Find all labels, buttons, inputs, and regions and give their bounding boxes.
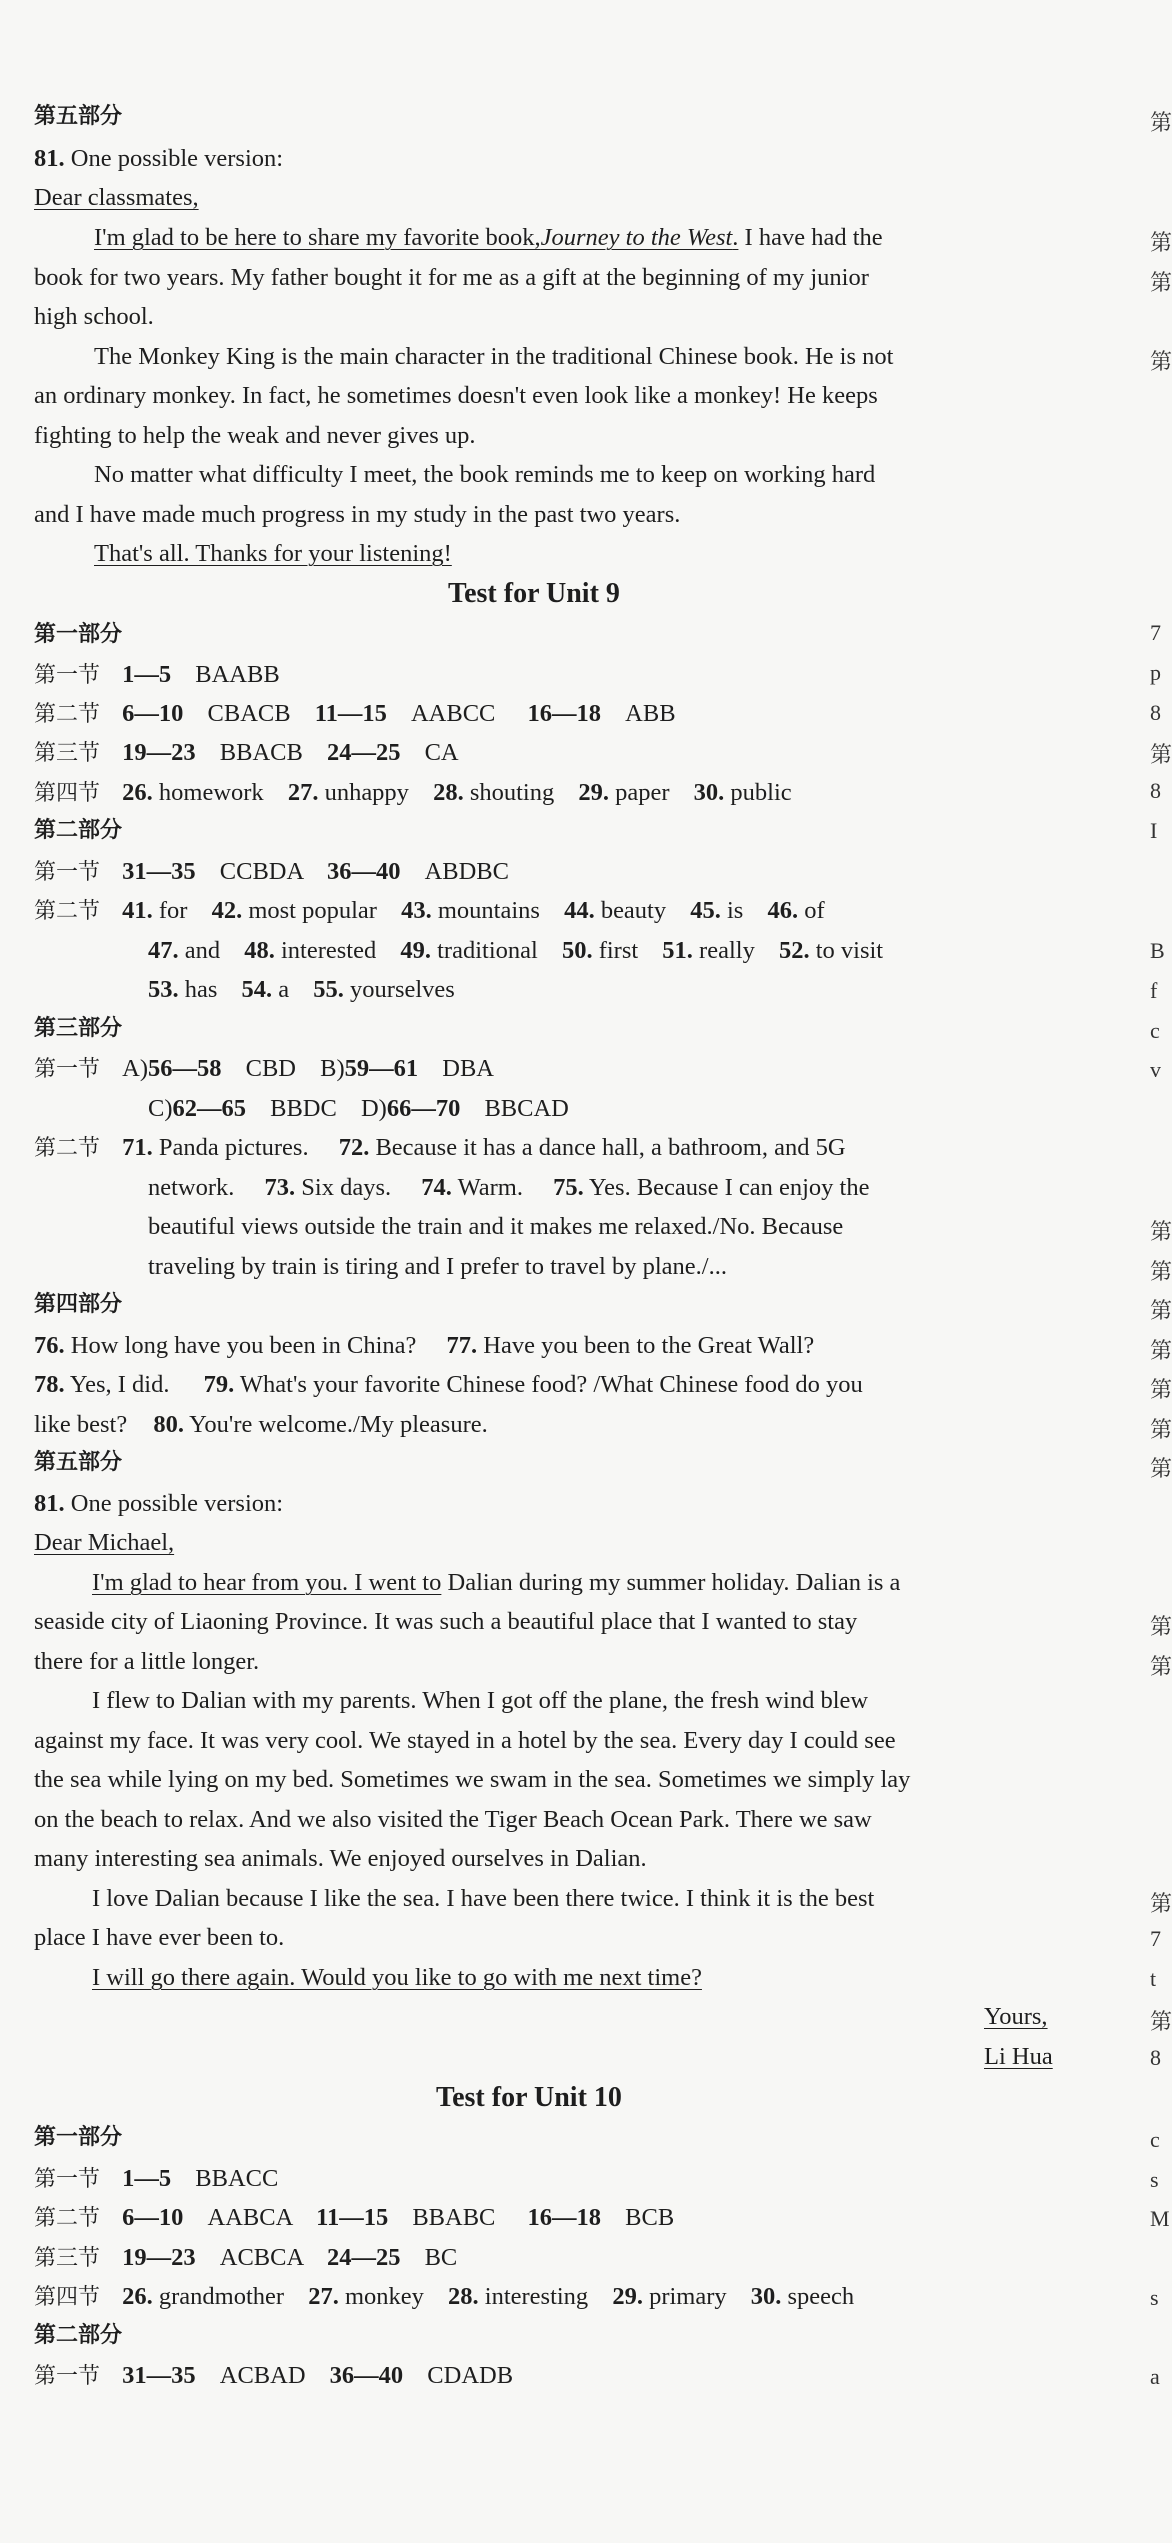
answer-row: 第四节 26. homework 27. unhappy 28. shouting 29. paper 30. public — [34, 779, 792, 806]
answer-row: 78. Yes, I did. 79. What's your favorite Chinese food? /What Chinese food do you — [34, 1371, 863, 1398]
essay-line: place I have ever been to. — [34, 1924, 285, 1951]
answer-row: network. 73. Six days. 74. Warm. 75. Yes. Because I can enjoy the — [148, 1174, 870, 1201]
answer-row: traveling by train is tiring and I prefer to travel by plane./... — [148, 1253, 727, 1280]
essay-line: The Monkey King is the main character in the traditional Chinese book. He is not — [94, 343, 894, 370]
edge-fragment: 第 — [1150, 1655, 1172, 1680]
essay-line: high school. — [34, 303, 154, 330]
edge-fragment: t — [1150, 1966, 1157, 1991]
edge-fragment: 第 — [1150, 1378, 1172, 1403]
edge-fragment: 第 — [1150, 1418, 1172, 1443]
answer-row: 第二节 6—10 CBACB 11—15 AABCC 16—18 ABB — [34, 700, 676, 727]
essay-line: there for a little longer. — [34, 1648, 260, 1675]
edge-fragment: 第 — [1150, 350, 1172, 375]
answer-row: 第一节 1—5 BAABB — [34, 661, 280, 688]
essay-line: book for two years. My father bought it for me as a gift at the beginning of my junior — [34, 264, 869, 291]
essay-line: an ordinary monkey. In fact, he sometimes doesn't even look like a monkey! He keeps — [34, 382, 878, 409]
essay-greeting: Dear Michael, — [34, 1529, 175, 1556]
part-heading: 第二部分 — [34, 2323, 123, 2348]
answer-row: 第二节 6—10 AABCA 11—15 BBABC 16—18 BCB — [34, 2204, 675, 2231]
edge-fragment: 第 — [1150, 231, 1172, 256]
edge-fragment: s — [1150, 2285, 1159, 2310]
essay-line: No matter what difficulty I meet, the book reminds me to keep on working hard — [94, 461, 876, 488]
answer-row: 第一节 A)56—58 CBD B)59—61 DBA — [34, 1055, 494, 1082]
answer-row: C)62—65 BBDC D)66—70 BBCAD — [148, 1095, 569, 1122]
edge-fragment: f — [1150, 978, 1158, 1003]
edge-fragment: a — [1150, 2364, 1160, 2389]
edge-fragment: 第 — [1150, 2010, 1172, 2035]
answer-row: 第一节 31—35 CCBDA 36—40 ABDBC — [34, 858, 509, 885]
answer-row: 47. and 48. interested 49. traditional 50. first 51. really 52. to visit — [148, 937, 884, 964]
essay-line: I'm glad to be here to share my favorite book,Journey to the West. I have had the — [94, 224, 883, 251]
letter-signature: Li Hua — [984, 2043, 1053, 2070]
essay-greeting: Dear classmates, — [34, 184, 199, 211]
answer-row: 第四节 26. grandmother 27. monkey 28. interesting 29. primary 30. speech — [34, 2283, 855, 2310]
answer-row: 76. How long have you been in China? 77. Have you been to the Great Wall? — [34, 1332, 815, 1359]
essay-line: seaside city of Liaoning Province. It was such a beautiful place that I wanted to stay — [34, 1608, 858, 1635]
edge-fragment: M — [1150, 2206, 1170, 2231]
edge-fragment: 7 — [1150, 620, 1161, 645]
answer-row: 第一节 1—5 BBACC — [34, 2165, 279, 2192]
edge-fragment: 8 — [1150, 778, 1161, 803]
answer-row: 53. has 54. a 55. yourselves — [148, 976, 455, 1003]
edge-fragment: 8 — [1150, 700, 1161, 725]
edge-fragment: c — [1150, 1018, 1160, 1043]
essay-line: I'm glad to hear from you. I went to Dalian during my summer holiday. Dalian is a — [92, 1569, 901, 1596]
essay-line: I love Dalian because I like the sea. I have been there twice. I think it is the best — [92, 1885, 875, 1912]
part-heading: 第五部分 — [34, 1450, 123, 1475]
edge-fragment: 第 — [1150, 1892, 1172, 1917]
unit-title: Test for Unit 9 — [448, 578, 620, 609]
edge-fragment: B — [1150, 938, 1165, 963]
part-heading: 第三部分 — [34, 1016, 123, 1041]
essay-line: I flew to Dalian with my parents. When I got off the plane, the fresh wind blew — [92, 1687, 869, 1714]
edge-fragment: 第 — [1150, 1457, 1172, 1482]
essay-closing: I will go there again. Would you like to go with me next time? — [92, 1964, 702, 1991]
edge-fragment: 第 — [1150, 1339, 1172, 1364]
edge-fragment: 第 — [1150, 1260, 1172, 1285]
edge-fragment: v — [1150, 1057, 1161, 1082]
essay-line: the sea while lying on my bed. Sometimes we swam in the sea. Sometimes we simply lay — [34, 1766, 911, 1793]
answer-row: 第三节 19—23 ACBCA 24—25 BC — [34, 2244, 458, 2271]
part-heading: 第二部分 — [34, 818, 123, 843]
answer-row: like best? 80. You're welcome./My pleasure. — [34, 1411, 488, 1438]
edge-fragment: 第 — [1150, 1299, 1172, 1324]
essay-line: against my face. It was very cool. We stayed in a hotel by the sea. Every day I could see — [34, 1727, 896, 1754]
answer-row: 第二节 71. Panda pictures. 72. Because it has a dance hall, a bathroom, and 5G — [34, 1134, 846, 1161]
edge-fragment: 第 — [1150, 111, 1172, 136]
edge-fragment: 第 — [1150, 271, 1172, 296]
edge-fragment: 7 — [1150, 1926, 1161, 1951]
edge-fragment: 第 — [1150, 1220, 1172, 1245]
edge-fragment: s — [1150, 2167, 1159, 2192]
edge-fragment: 8 — [1150, 2045, 1161, 2070]
answer-row: 第一节 31—35 ACBAD 36—40 CDADB — [34, 2362, 514, 2389]
essay-closing: That's all. Thanks for your listening! — [94, 540, 452, 567]
edge-fragment: I — [1150, 818, 1158, 843]
part-heading: 第一部分 — [34, 622, 123, 647]
essay-intro: 81. One possible version: — [34, 1490, 284, 1517]
answer-row: beautiful views outside the train and it makes me relaxed./No. Because — [148, 1213, 844, 1240]
book-title: Journey to the West — [540, 224, 733, 251]
edge-fragment: 第 — [1150, 1615, 1172, 1640]
essay-intro: 81. One possible version: — [34, 145, 284, 172]
answer-row: 第二节 41. for 42. most popular 43. mountains 44. beauty 45. is 46. of — [34, 897, 825, 924]
part-heading: 第一部分 — [34, 2125, 123, 2150]
section-heading: 第五部分 — [34, 104, 123, 129]
letter-signoff: Yours, — [984, 2003, 1048, 2030]
essay-line: many interesting sea animals. We enjoyed ourselves in Dalian. — [34, 1845, 647, 1872]
unit-title: Test for Unit 10 — [436, 2082, 622, 2113]
essay-line: fighting to help the weak and never gives up. — [34, 422, 476, 449]
essay-line: on the beach to relax. And we also visited the Tiger Beach Ocean Park. There we saw — [34, 1806, 872, 1833]
part-heading: 第四部分 — [34, 1292, 123, 1317]
essay-line: and I have made much progress in my study in the past two years. — [34, 501, 681, 528]
answer-row: 第三节 19—23 BBACB 24—25 CA — [34, 739, 459, 766]
edge-fragment: 第 — [1150, 743, 1172, 768]
edge-fragment: c — [1150, 2127, 1160, 2152]
edge-fragment: p — [1150, 660, 1161, 685]
